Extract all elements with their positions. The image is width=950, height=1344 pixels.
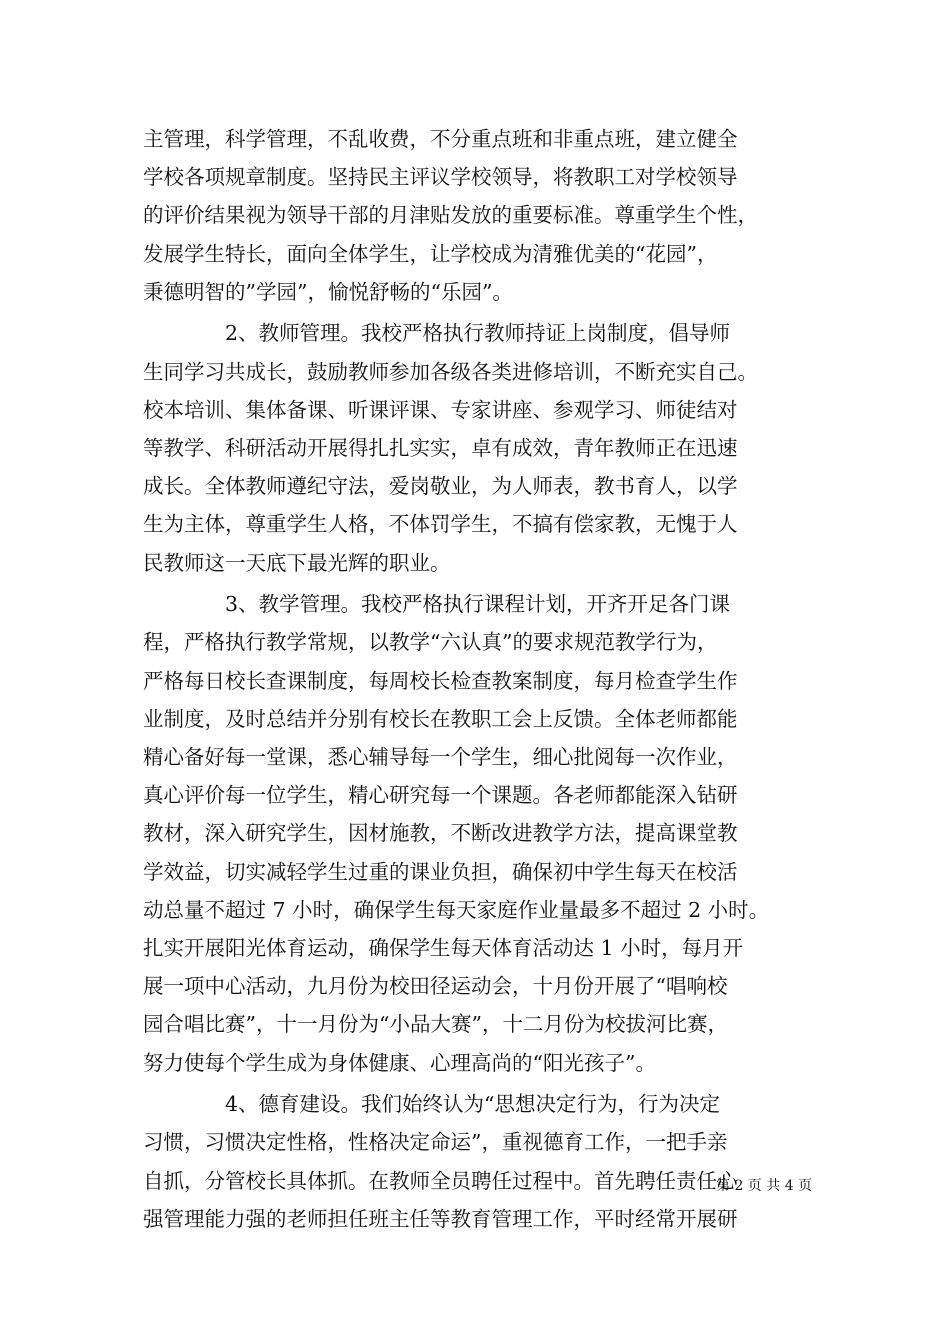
text-line: 努力使每个学生成为身体健康、心理高尚的“阳光孩子”。 xyxy=(143,1050,656,1075)
text-line: 园合唱比赛”，十一月份为“小品大赛”，十二月份为校拔河比赛， xyxy=(143,1012,728,1037)
text-line: 教材，深入研究学生，因材施教，不断改进教学方法，提高课堂教 xyxy=(143,821,738,846)
text-line: 成长。全体教师遵纪守法，爱岗敬业，为人师表，教书育人，以学 xyxy=(143,474,738,499)
text-line: 强管理能力强的老师担任班主任等教育管理工作，平时经常开展研 xyxy=(143,1206,738,1231)
paragraph-4-moral-education xyxy=(143,1085,813,1238)
page-number-footer: 第 2 页 共 4 页 xyxy=(716,1178,813,1194)
text-line: 2、教师管理。我校严格执行教师持证上岗制度，倡导师 xyxy=(143,321,731,346)
text-line: 业制度，及时总结并分别有校长在教职工会上反馈。全体老师都能 xyxy=(143,706,738,731)
text-line: 主管理，科学管理，不乱收费，不分重点班和非重点班，建立健全 xyxy=(143,127,738,151)
text-line: 学校各项规章制度。坚持民主评议学校领导，将教职工对学校领导 xyxy=(143,165,738,190)
text-line: 自抓，分管校长具体抓。在教师全员聘任过程中。首先聘任责任心 xyxy=(143,1168,738,1193)
text-line: 发展学生特长，面向全体学生，让学校成为清雅优美的“花园”， xyxy=(143,241,718,266)
text-line: 学效益，切实减轻学生过重的课业负担，确保初中学生每天在校活 xyxy=(143,859,738,884)
text-line: 生为主体，尊重学生人格，不体罚学生，不搞有偿家教，无愧于人 xyxy=(143,512,738,537)
body-text xyxy=(143,120,813,1238)
text-line: 习惯，习惯决定性格，性格决定命运”，重视德育工作，一把手亲 xyxy=(143,1130,728,1155)
text-line: 严格每日校长查课制度，每周校长检查教案制度，每月检查学生作 xyxy=(143,668,738,693)
text-line: 程，严格执行教学常规，以教学“六认真”的要求规范教学行为， xyxy=(143,630,718,655)
text-line: 民教师这一天底下最光辉的职业。 xyxy=(143,550,451,575)
text-line: 校本培训、集体备课、听课评课、专家讲座、参观学习、师徒结对 xyxy=(143,397,738,422)
text-line: 4、德育建设。我们始终认为“思想决定行为，行为决定 xyxy=(143,1092,721,1117)
text-line: 精心备好每一堂课，悉心辅导每一个学生，细心批阅每一次作业， xyxy=(143,745,738,769)
text-line: 生同学习共成长，鼓励教师参加各级各类进修培训，不断充实自己。 xyxy=(143,359,758,384)
paragraph-2-teacher-management xyxy=(143,314,813,581)
text-line: 扎实开展阳光体育运动，确保学生每天体育活动达 1 小时，每月开 xyxy=(143,935,744,960)
text-line: 展一项中心活动，九月份为校田径运动会，十月份开展了“唱响校 xyxy=(143,974,728,999)
text-line: 3、教学管理。我校严格执行课程计划，开齐开足各门课 xyxy=(143,592,731,617)
text-line: 动总量不超过 7 小时，确保学生每天家庭作业量最多不超过 2 小时。 xyxy=(143,897,770,922)
paragraph-3-teaching-management xyxy=(143,585,813,1081)
text-line: 等教学、科研活动开展得扎扎实实，卓有成效，青年教师正在迅速 xyxy=(143,436,738,460)
text-line: 秉德明智的”学园”，愉悦舒畅的“乐园”。 xyxy=(143,279,513,304)
text-line: 的评价结果视为领导干部的月津贴发放的重要标准。尊重学生个性， xyxy=(143,203,758,228)
text-line: 真心评价每一位学生，精心研究每一个课题。各老师都能深入钻研 xyxy=(143,783,738,808)
paragraph-1 xyxy=(143,120,813,311)
